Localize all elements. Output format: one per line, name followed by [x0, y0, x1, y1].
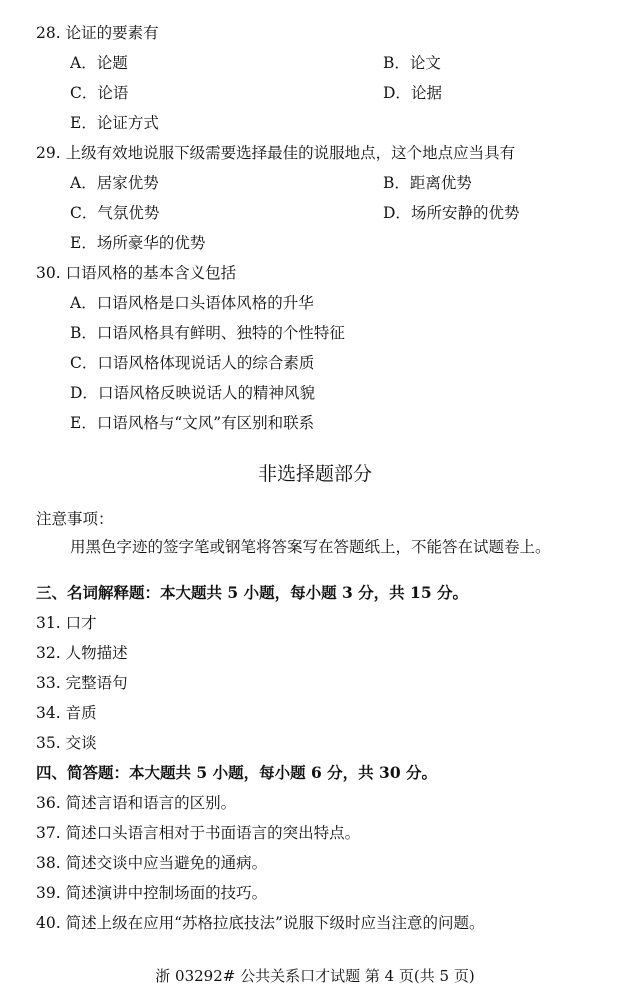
option-28-e: E．论证方式 — [70, 114, 159, 132]
option-29-b: B．距离优势 — [383, 174, 472, 192]
question-28 — [36, 23, 159, 43]
section-4-heading: 四、简答题：本大题共 5 小题，每小题 6 分，共 30 分。 — [36, 763, 438, 782]
question-39: 39. 简述演讲中控制场面的技巧。 — [36, 884, 268, 902]
option-29-c: C．气氛优势 — [70, 204, 160, 222]
question-text: 口语风格的基本含义包括 — [65, 264, 237, 282]
option-30-b: B．口语风格具有鲜明、独特的个性特征 — [70, 324, 345, 342]
question-33: 33. 完整语句 — [36, 674, 128, 692]
question-36: 36. 简述言语和语言的区别。 — [36, 794, 237, 812]
question-29 — [36, 143, 515, 163]
option-28-b: B．论文 — [383, 54, 441, 72]
section-3-heading: 三、名词解释题：本大题共 5 小题，每小题 3 分，共 15 分。 — [36, 583, 469, 602]
question-30 — [36, 263, 236, 283]
page-footer: 浙 03292# 公共关系口才试题 第 4 页(共 5 页) — [155, 967, 475, 985]
notice-label: 注意事项： — [36, 510, 114, 528]
option-30-a: A．口语风格是口头语体风格的升华 — [70, 294, 314, 312]
option-28-c: C．论语 — [70, 84, 129, 102]
question-38: 38. 简述交谈中应当避免的通病。 — [36, 854, 268, 872]
question-text: 上级有效地说服下级需要选择最佳的说服地点，这个地点应当具有 — [65, 144, 516, 162]
question-number: 30. — [36, 264, 61, 282]
option-29-d: D．场所安静的优势 — [383, 204, 520, 222]
question-34: 34. 音质 — [36, 704, 97, 722]
question-text: 论证的要素有 — [65, 24, 159, 42]
question-31: 31. 口才 — [36, 614, 97, 632]
option-30-d: D．口语风格反映说话人的精神风貌 — [70, 384, 315, 402]
option-28-a: A．论题 — [70, 54, 128, 72]
option-30-e: E．口语风格与“文风”有区别和联系 — [70, 414, 315, 432]
question-35: 35. 交谈 — [36, 734, 97, 752]
question-37: 37. 简述口头语言相对于书面语言的突出特点。 — [36, 824, 361, 842]
section-title: 非选择题部分 — [257, 463, 372, 485]
option-29-e: E．场所豪华的优势 — [70, 234, 206, 252]
option-28-d: D．论据 — [383, 84, 442, 102]
option-29-a: A．居家优势 — [70, 174, 159, 192]
question-number: 28. — [36, 24, 61, 42]
option-30-c: C．口语风格体现说话人的综合素质 — [70, 354, 315, 372]
question-32: 32. 人物描述 — [36, 644, 128, 662]
question-40: 40. 简述上级在应用“苏格拉底技法”说服下级时应当注意的问题。 — [36, 914, 485, 932]
notice-text: 用黑色字迹的签字笔或钢笔将答案写在答题纸上，不能答在试题卷上。 — [70, 538, 551, 556]
question-number: 29. — [36, 144, 61, 162]
